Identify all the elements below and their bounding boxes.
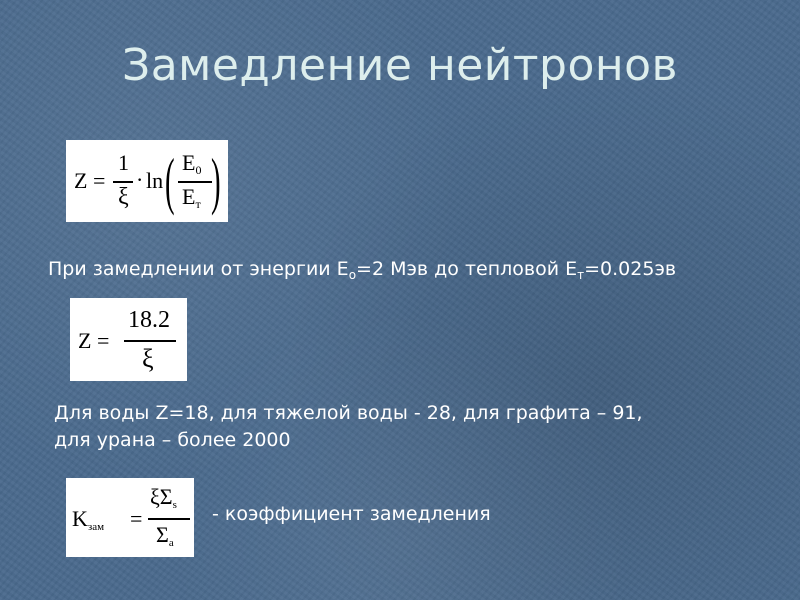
formula-z-value [70,298,187,381]
formula3-lhs: $K_{зам}$ [72,506,105,533]
formula1-left-paren: ( [165,145,175,216]
formula1-denominator: ξ [118,184,129,210]
formula3-equals: = [130,506,143,531]
formula1-numerator: 1 [118,150,129,175]
examples-text [54,400,643,454]
formula-moderation-number [66,140,228,222]
coefficient-caption: - коэффициент замедления [212,503,491,525]
formula1-lhs: Z = [74,168,106,193]
energy-range-text: При замедлении от энергии $E_o=2$ Мэв до тепловой $E_т=0.025эв$ [48,258,677,282]
slide-title: Замедление нейтронов [121,40,678,91]
formula2-fraction-bar [124,340,176,342]
formula3-fraction-bar [148,518,190,520]
formula1-inner-num: $E_0$ [182,150,202,177]
formula1-ln: ln [146,168,164,193]
formula1-dot: · [136,167,144,192]
formula1-inner-fraction-bar [178,181,212,183]
formula2-lhs: Z = [78,328,110,353]
formula2-numerator: 18.2 [128,307,170,333]
formula-moderation-coefficient [66,478,194,557]
examples-line-1: Для воды Z=18, для тяжелой воды - 28, для графита – 91, [54,402,643,424]
formula1-right-paren: ) [211,145,221,216]
formula1-inner-den: $E_т$ [182,184,201,211]
formula3-numerator: $\xi\Sigma_s$ [150,484,177,511]
examples-line-2: для урана – более 2000 [54,429,291,451]
formula1-fraction-bar [113,181,133,183]
formula3-denominator: $\Sigma_a$ [156,522,174,549]
formula2-denominator: ξ [142,344,154,373]
